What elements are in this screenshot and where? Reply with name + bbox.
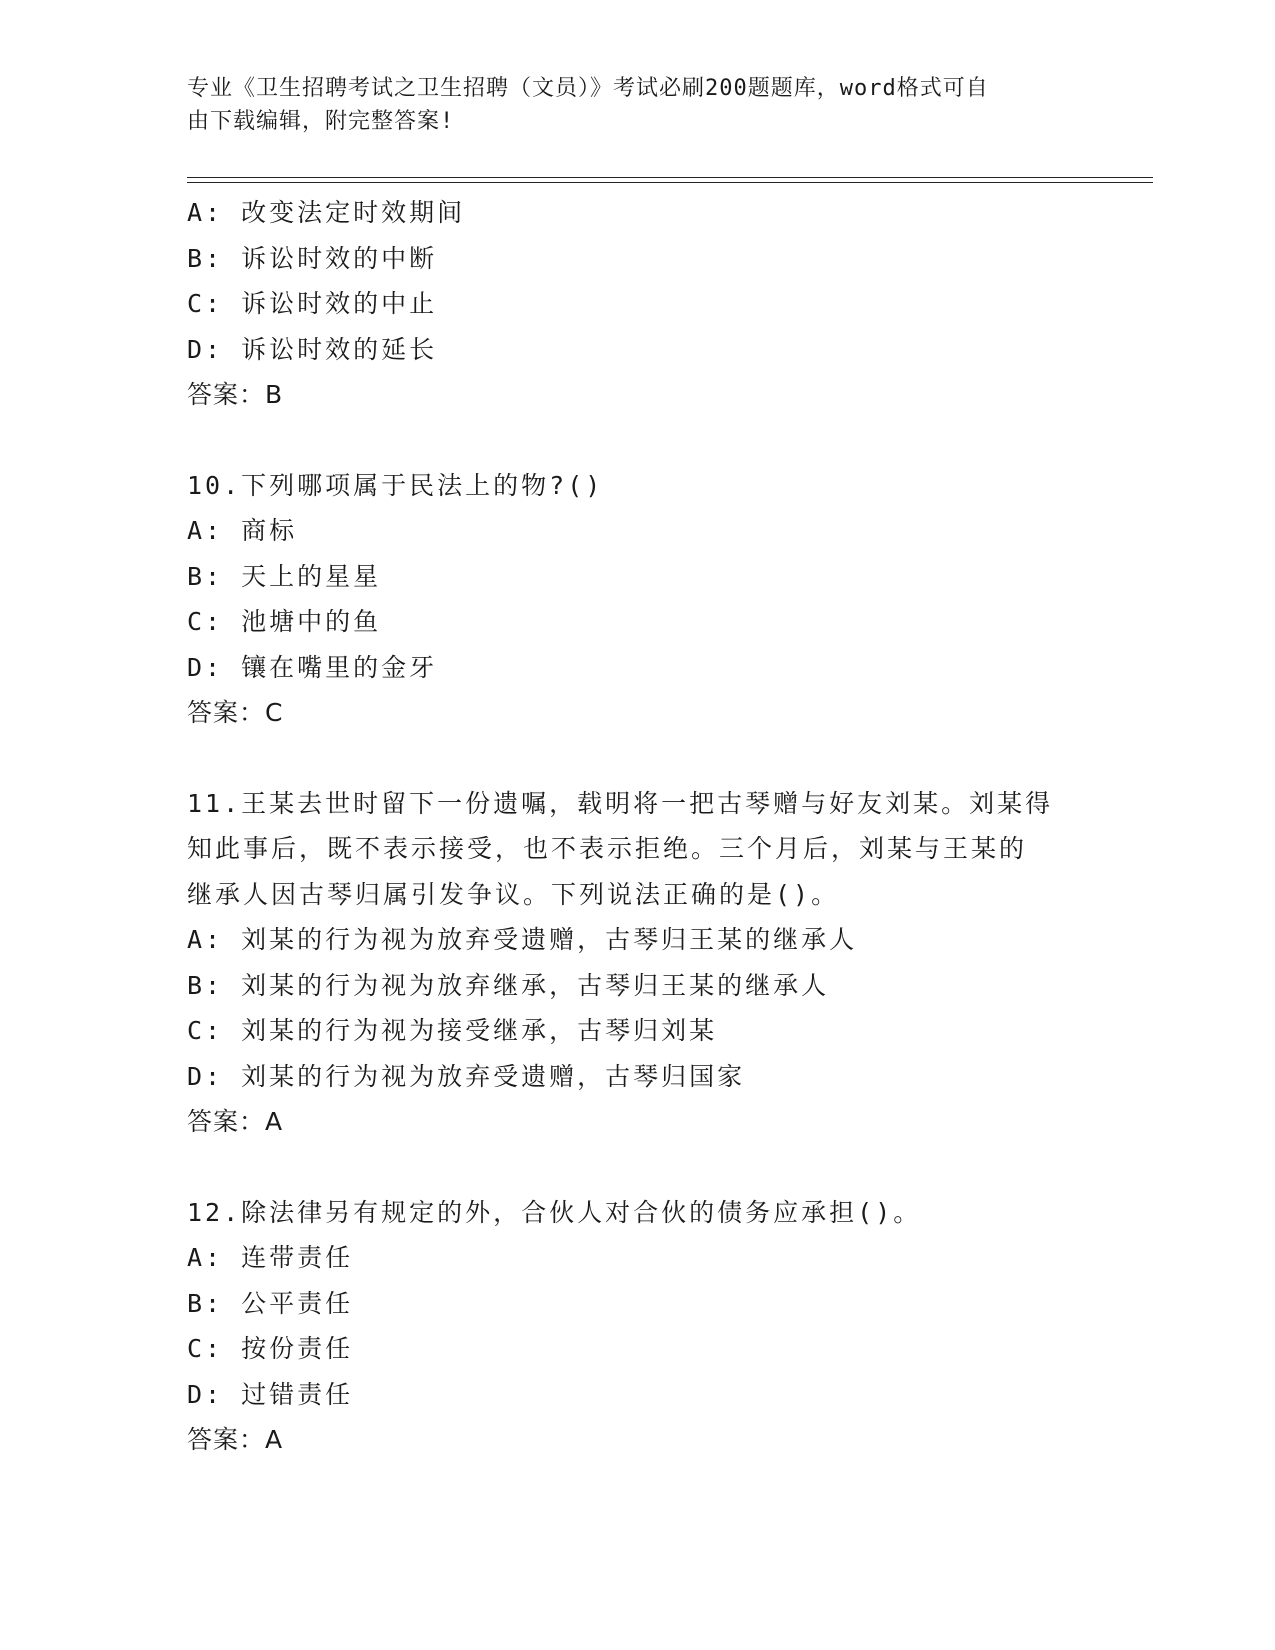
question-stem-line-2: 知此事后，既不表示接受，也不表示拒绝。三个月后，刘某与王某的 <box>187 834 1028 863</box>
option-d: D: 镶在嘴里的金牙 <box>187 652 438 682</box>
question-stem: 12.除法律另有规定的外，合伙人对合伙的债务应承担()。 <box>187 1197 922 1227</box>
answer: 答案：B <box>187 380 284 409</box>
document-header <box>187 72 1067 138</box>
option-b: B: 天上的星星 <box>187 561 382 591</box>
option-b: B: 公平责任 <box>187 1288 354 1318</box>
option-d: D: 刘某的行为视为放弃受遗赠，古琴归国家 <box>187 1061 746 1091</box>
option-c: C: 诉讼时效的中止 <box>187 289 438 318</box>
option-b: B: 诉讼时效的中断 <box>187 243 438 273</box>
option-a: A: 商标 <box>187 516 298 545</box>
option-d: D: 过错责任 <box>187 1379 354 1409</box>
header-title-line-2: 由下载编辑，附完整答案! <box>187 109 455 134</box>
option-a: A: 改变法定时效期间 <box>187 198 466 227</box>
header-divider-bottom <box>187 182 1153 183</box>
question-10 <box>187 463 1087 736</box>
spacer <box>187 1145 1087 1190</box>
spacer <box>187 736 1087 781</box>
question-11 <box>187 781 1087 1145</box>
option-d: D: 诉讼时效的延长 <box>187 334 438 364</box>
option-a: A: 连带责任 <box>187 1243 354 1272</box>
question-stem-line-3: 继承人因古琴归属引发争议。下列说法正确的是()。 <box>187 879 840 909</box>
question-stem: 10.下列哪项属于民法上的物?() <box>187 470 604 500</box>
question-12 <box>187 1190 1087 1463</box>
option-c: C: 刘某的行为视为接受继承，古琴归刘某 <box>187 1016 718 1045</box>
option-c: C: 池塘中的鱼 <box>187 607 382 636</box>
answer: 答案：A <box>187 1107 284 1136</box>
answer: 答案：A <box>187 1425 284 1454</box>
question-stem-line-1: 11.王某去世时留下一份遗嘱，载明将一把古琴赠与好友刘某。刘某得 <box>187 788 1054 818</box>
question-9 <box>187 190 1087 418</box>
spacer <box>187 418 1087 463</box>
answer: 答案：C <box>187 698 284 727</box>
option-a: A: 刘某的行为视为放弃受遗赠，古琴归王某的继承人 <box>187 925 858 954</box>
option-b: B: 刘某的行为视为放弃继承，古琴归王某的继承人 <box>187 970 830 1000</box>
option-c: C: 按份责任 <box>187 1334 354 1363</box>
question-list <box>187 190 1087 1463</box>
header-title-line-1: 专业《卫生招聘考试之卫生招聘（文员）》考试必刷200题题库，word格式可自 <box>187 76 989 101</box>
header-divider-top <box>187 177 1153 178</box>
